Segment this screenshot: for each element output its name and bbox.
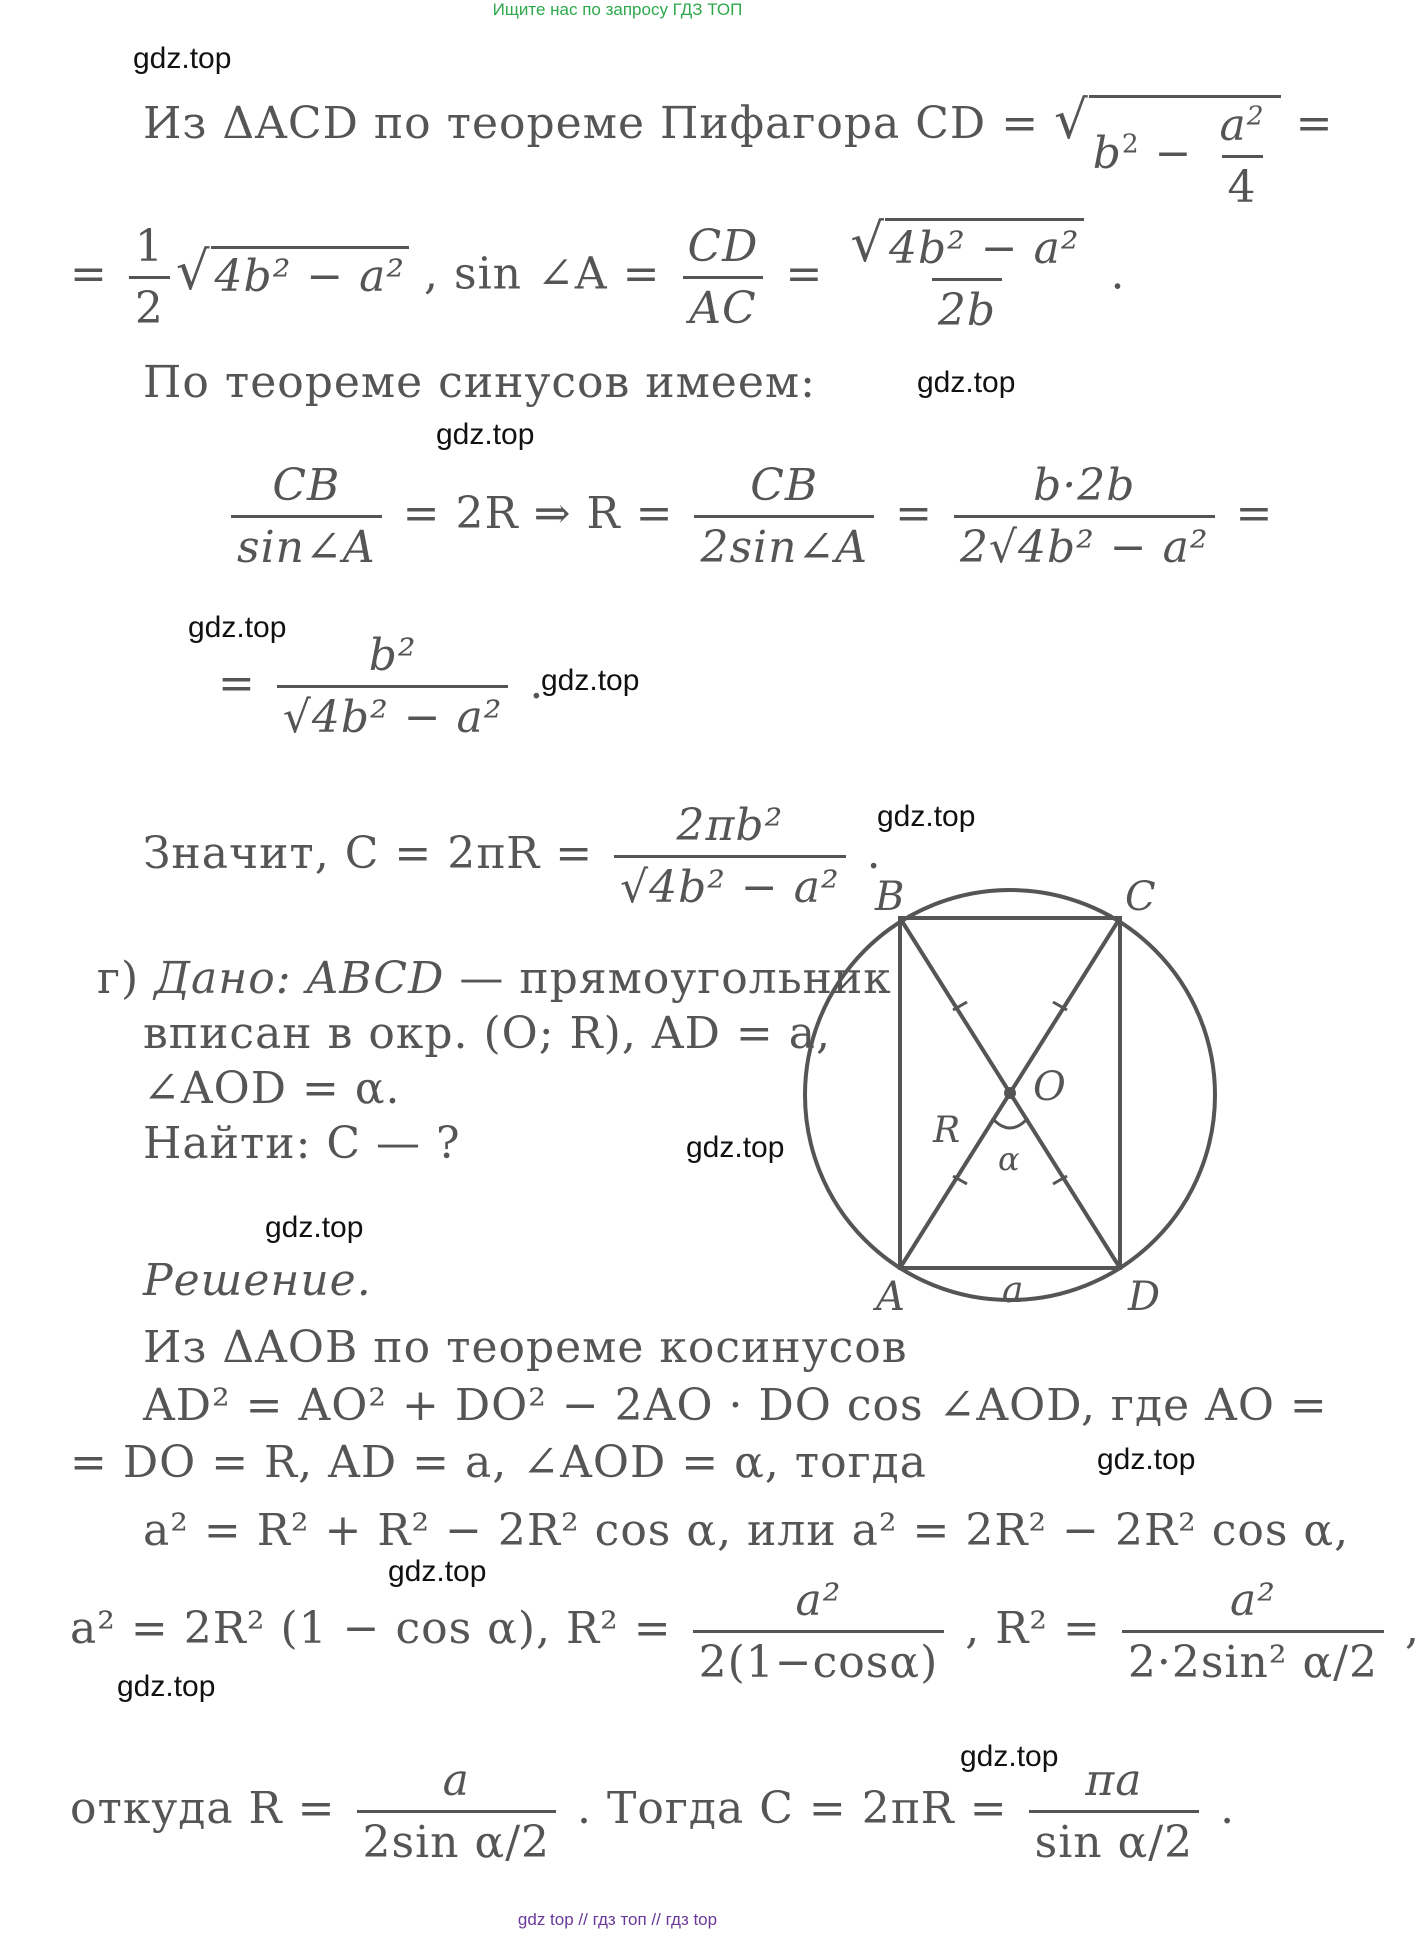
solution-line-2: AD² = AO² + DO² − 2AO · DO cos ∠AOD, где AO =	[143, 1380, 1328, 1431]
footer-links[interactable]: gdz top // гдз топ // гдз top	[517, 1910, 718, 1929]
watermark: gdz.top	[917, 366, 1016, 399]
label-a-vertex: A	[876, 1274, 905, 1320]
watermark: gdz.top	[388, 1555, 487, 1588]
label-c: C	[1125, 874, 1156, 920]
watermark: gdz.top	[188, 611, 287, 644]
solution-heading: Решение.	[143, 1255, 372, 1306]
label-r: R	[933, 1110, 961, 1151]
solution-line-3: = DO = R, AD = a, ∠AOD = α, тогда	[70, 1437, 927, 1488]
watermark: gdz.top	[541, 664, 640, 697]
line-radius-result: = $\frac{\text{b²}}{\text{√4b² − a²}}$ .	[218, 630, 545, 743]
sqrt-expression: √ $b^2$ − $\frac{a^2}{4}$	[1054, 95, 1281, 213]
watermark: gdz.top	[1097, 1443, 1196, 1476]
watermark: gdz.top	[265, 1211, 364, 1244]
label-d: D	[1128, 1274, 1161, 1320]
label-a-side: a	[1002, 1270, 1024, 1311]
watermark: gdz.top	[686, 1131, 785, 1164]
line-sines-theorem: По теореме синусов имеем:	[143, 357, 816, 408]
solution-line-1: Из ΔAOB по теореме косинусов	[143, 1322, 908, 1373]
label-alpha: α	[998, 1140, 1020, 1178]
find-line: Найти: C — ?	[143, 1118, 461, 1169]
line-sin-a: = $\frac{1}{2}$ √ 4b² − a² , sin ∠A = $\frac{CD}{AC}$ = √ 4b² − a² 2b .	[70, 213, 1126, 336]
solution-line-6: откуда R = $\frac{a}{\text{2sin α/2}}$ . Тогда C = 2πR = $\frac{\pi a}{\text{sin α/2}}$ .	[70, 1755, 1236, 1868]
line-pythagoras: Из ΔACD по теореме Пифагора CD = √ $b^2$ − $\frac{a^2}{4}$ =	[143, 90, 1334, 213]
label-o: O	[1033, 1064, 1066, 1110]
rectangle-in-circle-figure	[790, 874, 1230, 1320]
line-radius: $\frac{CB}{\sin\angle A}$ = 2R ⇒ R = $\frac{CB}{2\sin\angle A}$ = $\frac{b\cdot 2b}{\text{2√4b² − a²}}$ =	[225, 460, 1273, 573]
given-line: г) Дано: ABCD — прямоугольник	[97, 953, 892, 1004]
watermark: gdz.top	[877, 800, 976, 833]
watermark: gdz.top	[960, 1740, 1059, 1773]
watermark: gdz.top	[117, 1670, 216, 1703]
angle-arc	[992, 1118, 1028, 1128]
line-circumference: Значит, C = 2πR = $\frac{\text{2πb²}}{\text{√4b² − a²}}$ .	[143, 800, 882, 913]
given-line-2: вписан в окр. (O; R), AD = a,	[143, 1008, 831, 1059]
watermark: gdz.top	[133, 42, 232, 75]
center-point	[1004, 1087, 1016, 1099]
given-line-3: ∠AOD = α.	[143, 1063, 401, 1114]
solution-line-4: a² = R² + R² − 2R² cos α, или a² = 2R² − 2R² cos α,	[143, 1505, 1350, 1556]
solution-line-5: a² = 2R² (1 − cos α), R² = $\frac{\text{a²}}{2(1-\cos\alpha)}$ , R² = $\frac{\text{a²}}{\text{2·2sin² α/2}}$ ,	[70, 1575, 1420, 1688]
label-b: B	[875, 874, 905, 920]
watermark: gdz.top	[436, 418, 535, 451]
search-banner[interactable]: Ищите нас по запросу ГДЗ ТОП	[492, 0, 743, 19]
